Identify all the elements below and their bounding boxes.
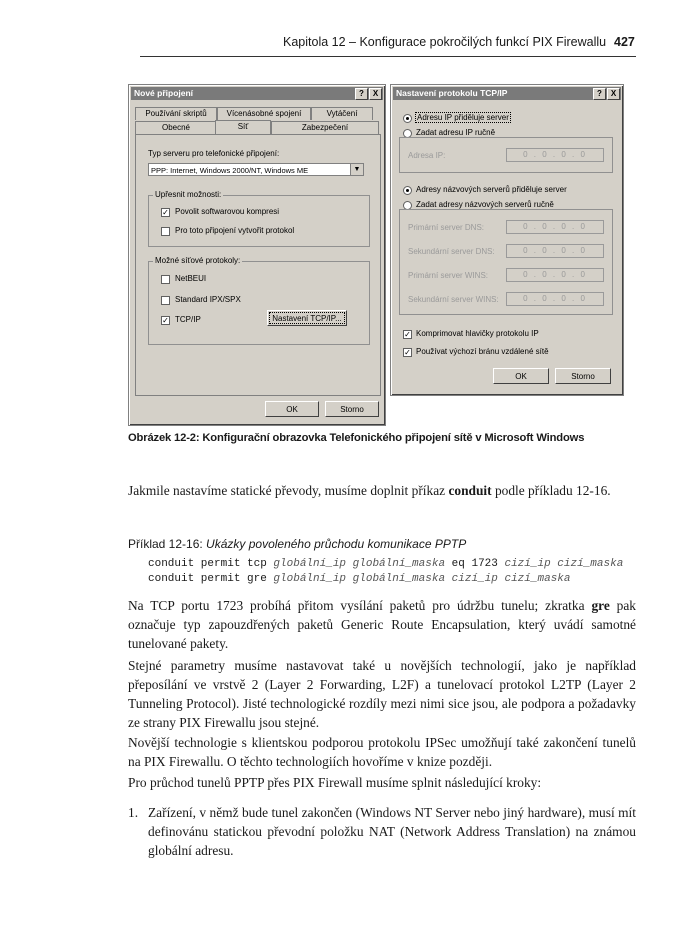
wins-secondary-input[interactable]: 0 . 0 . 0 . 0 [506,292,604,306]
dns-auto-label: Adresy názvových serverů přiděluje server [416,185,567,194]
tab-general[interactable]: Obecné [135,121,217,134]
list-item [128,803,636,860]
code-line-2 [148,573,571,585]
paragraph-2 [128,596,636,653]
paragraph-5: Pro průchod tunelů PPTP přes PIX Firewall musíme splnit následující kroky: [128,775,542,790]
software-compression-label: Povolit softwarovou kompresi [175,207,280,216]
ok-button[interactable]: OK [493,368,549,384]
code-param: cizí_ip cizí_maska [504,558,624,570]
ipx-label: Standard IPX/SPX [175,295,241,304]
code-command: eq 1723 [445,558,505,570]
paragraph-1-text-end: podle příkladu 12-16. [491,483,611,498]
paragraph-2-text: Na TCP portu 1723 probíhá přitom vysílání paketů pro údržbu tunelu; zkratka [128,598,592,613]
ip-group [399,137,613,173]
running-header-title: Kapitola 12 – Konfigurace pokročilých funkcí PIX Firewallu [283,35,607,49]
help-button[interactable]: ? [355,88,368,100]
chevron-down-icon: ▼ [350,164,363,175]
code-line-1 [148,558,623,570]
options-group [148,190,370,247]
paragraph-1-keyword: conduit [448,483,492,498]
ip-manual-label: Zadat adresu IP ručně [416,128,496,137]
ok-button[interactable]: OK [265,401,319,417]
new-connection-dialog [128,84,386,426]
tcpip-checkbox[interactable]: ✓ [162,316,169,325]
default-gateway-label: Používat výchozí bránu vzdálené sítě [416,347,549,356]
tab-security[interactable]: Zabezpečení [271,121,379,134]
protocols-group [148,256,370,345]
dns-primary-input[interactable]: 0 . 0 . 0 . 0 [506,220,604,234]
server-type-select[interactable] [148,163,364,176]
close-button[interactable]: X [369,88,382,100]
paragraph-1 [128,481,636,500]
server-type-value: PPP: Internet, Windows 2000/NT, Windows ME [151,166,309,175]
ipx-checkbox[interactable] [161,296,170,305]
close-button[interactable]: X [607,88,620,100]
paragraph-2-keyword: gre [591,598,610,613]
dns-secondary-label: Sekundární server DNS: [408,247,495,256]
netbeui-checkbox[interactable] [161,275,170,284]
cancel-button[interactable]: Storno [555,368,611,384]
wins-primary-input[interactable]: 0 . 0 . 0 . 0 [506,268,604,282]
ip-auto-label: Adresu IP přiděluje server [417,113,509,122]
example-number: Příklad 12-16: [128,537,207,551]
options-group-title: Upřesnit možnosti: [155,190,222,199]
header-rule [140,56,636,57]
figure-caption: Obrázek 12-2: Konfigurační obrazovka Telefonického připojení sítě v Microsoft Windows [128,432,585,444]
dialog-title: Nastavení protokolu TCP/IP [396,88,508,98]
example-heading: Ukázky povoleného průchodu komunikace PPTP [206,537,467,551]
ip-auto-radio[interactable] [403,114,412,123]
code-command [445,573,452,585]
dialog-title: Nové připojení [134,88,194,98]
code-param: cizí_ip cizí_maska [451,573,571,585]
wins-primary-label: Primární server WINS: [408,271,489,280]
compress-headers-label: Komprimovat hlavičky protokolu IP [416,329,539,338]
dns-secondary-input[interactable]: 0 . 0 . 0 . 0 [506,244,604,258]
code-param: globální_ip globální_maska [273,573,446,585]
connection-log-label: Pro toto připojení vytvořit protokol [175,226,295,235]
protocols-group-title: Možné síťové protokoly: [155,256,241,265]
code-command: conduit permit gre [148,573,274,585]
software-compression-checkbox[interactable]: ✓ [162,208,169,217]
tab-multilink[interactable]: Vícenásobné spojení [217,107,311,120]
tcpip-label: TCP/IP [175,315,201,324]
compress-headers-checkbox[interactable]: ✓ [404,330,411,339]
list-item-text: Zařízení, v němž bude tunel zakončen (Windows NT Server nebo jiný hardware), musí mít definovánu statickou převodní položku NAT (Network Address Translation) na známou globální adresu. [148,805,636,858]
help-button[interactable]: ? [593,88,606,100]
paragraph-3: Stejné parametry musíme nastavovat také u novějších technologií, jako je například přeposílání ve vrstvě 2 (Layer 2 Forwarding, L2F) a tunelovací protokol L2TP (Layer 2 Tunneling Protocol). Jisté technologické rozdíly mezi nimi sice jsou, ale podpora a požadavky ze strany PIX Firewallu jsou stejné. [128,658,636,730]
code-command: conduit permit tcp [148,558,274,570]
dns-primary-label: Primární server DNS: [408,223,485,232]
dialog-titlebar [131,87,383,100]
dialog-titlebar [393,87,621,100]
connection-log-checkbox[interactable] [161,227,170,236]
code-param: globální_ip globální_maska [273,558,446,570]
tab-network[interactable]: Síť [215,120,271,135]
wins-secondary-label: Sekundární server WINS: [408,295,499,304]
ip-address-label: Adresa IP: [408,151,446,160]
tab-scripts[interactable]: Používání skriptů [135,107,217,120]
dns-auto-radio[interactable] [403,186,412,195]
tcpip-settings-button[interactable]: Nastavení TCP/IP... [267,310,347,326]
tab-panel [135,134,381,396]
list-item-number: 1. [128,805,139,820]
example-title [128,537,466,551]
cancel-button[interactable]: Storno [325,401,379,417]
paragraph-2-text-end: pak označuje typ zapouzdřených paketů Generic Route Encapsulation, který uvádí samotné tunelované pakety. [128,598,637,651]
default-gateway-checkbox[interactable]: ✓ [404,348,411,357]
tcpip-settings-dialog [390,84,624,396]
netbeui-label: NetBEUI [175,274,207,283]
dns-manual-label: Zadat adresy názvových serverů ručně [416,200,554,209]
dns-group [399,209,613,315]
page-number: 427 [614,35,635,49]
paragraph-4: Novější technologie s klientskou podporou protokolu IPSec umožňují také zakončení tunelů na PIX Firewallu. O těchto technologiích hovoříme v knize později. [128,735,636,769]
tab-dialing[interactable]: Vytáčení [311,107,373,120]
ip-address-input[interactable]: 0 . 0 . 0 . 0 [506,148,604,162]
server-type-label: Typ serveru pro telefonické připojení: [148,149,280,158]
paragraph-1-text: Jakmile nastavíme statické převody, musíme doplnit příkaz [128,483,449,498]
